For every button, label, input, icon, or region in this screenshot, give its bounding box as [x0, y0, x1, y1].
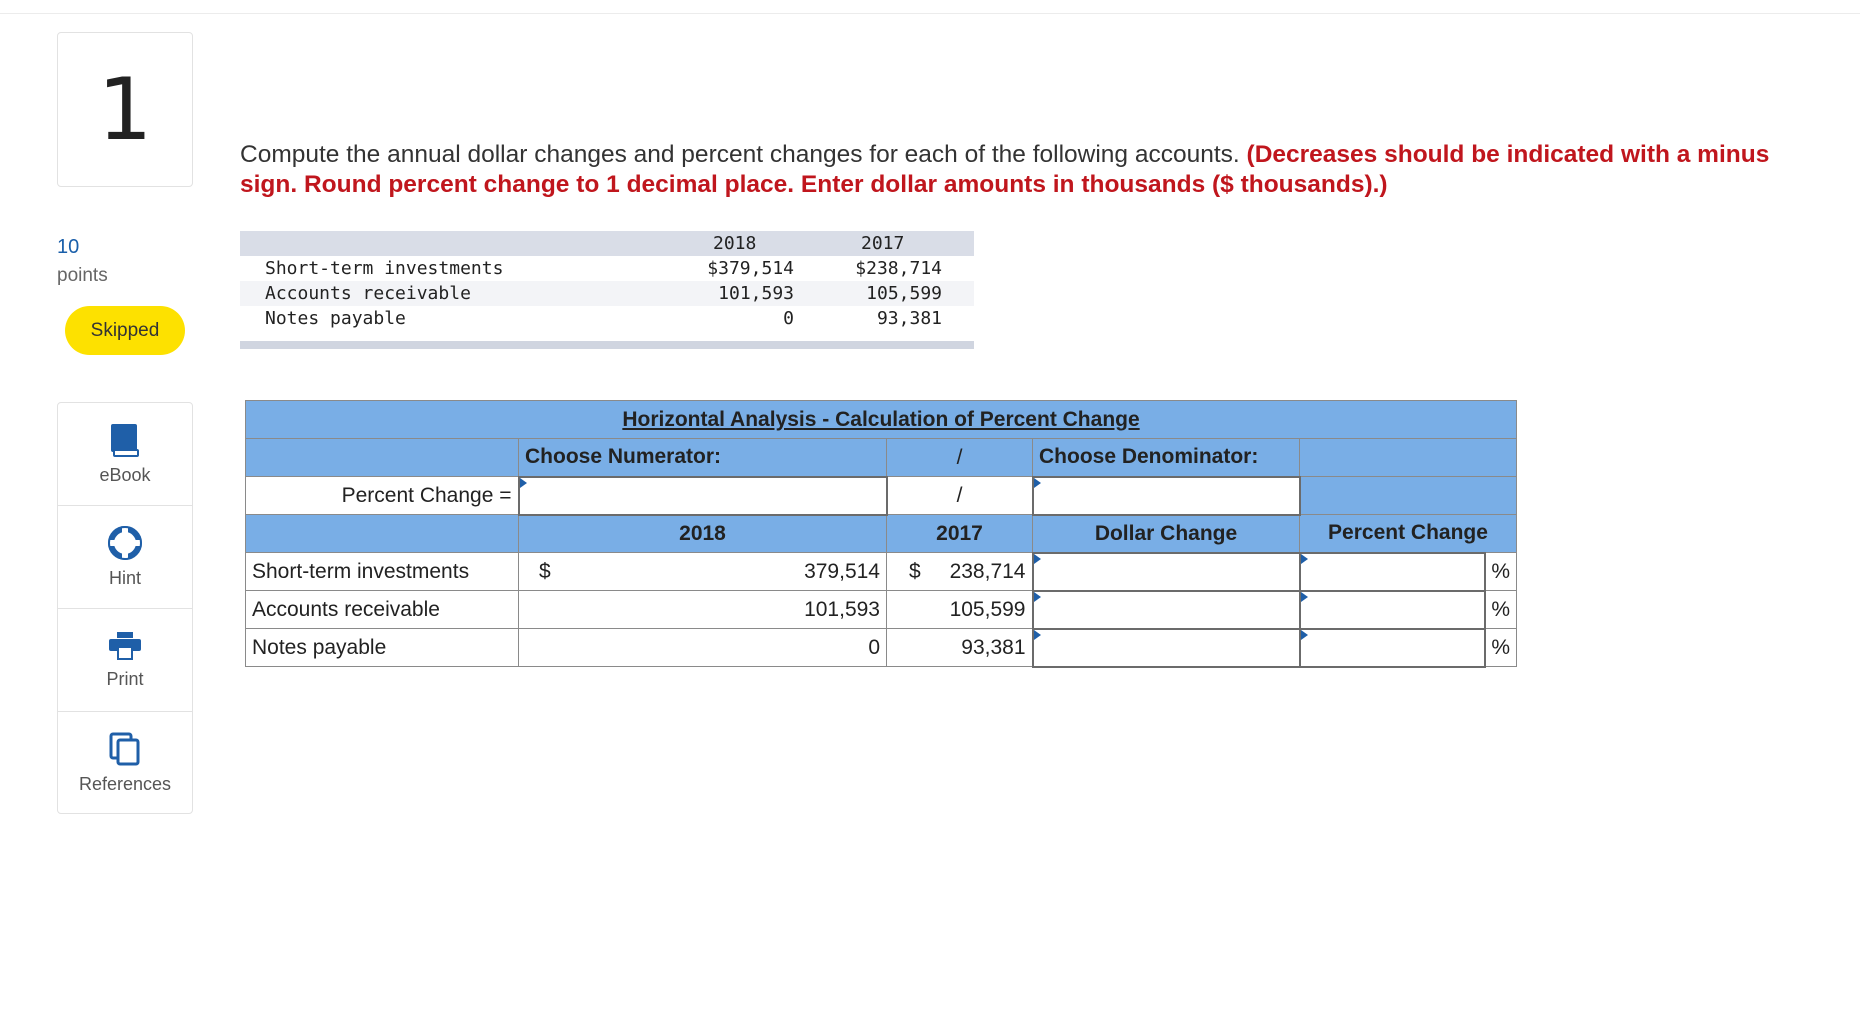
table-row	[246, 591, 1517, 629]
column-header-dollar-change: Dollar Change	[1033, 515, 1300, 553]
input-flag-icon	[1301, 554, 1308, 564]
blank-formula-cell	[1300, 477, 1517, 515]
given-footer-band	[240, 341, 974, 349]
value-2018-cell	[519, 553, 887, 591]
numerator-cell	[519, 477, 887, 515]
question-number: 1	[97, 59, 153, 160]
percent-change-cell	[1300, 629, 1485, 667]
account-name: Accounts receivable	[246, 591, 519, 629]
percent-sign: %	[1485, 591, 1517, 629]
value-2018: 0	[519, 629, 887, 667]
given-value-2017: $238,714	[855, 258, 942, 279]
given-header-2018: 2018	[713, 233, 757, 254]
input-flag-icon	[1301, 592, 1308, 602]
copy-icon	[109, 732, 141, 766]
ebook-button[interactable]	[58, 403, 192, 506]
dollar-change-cell	[1033, 629, 1300, 667]
dollar-change-cell	[1033, 591, 1300, 629]
table-row	[246, 629, 1517, 667]
given-value-2018: 101,593	[718, 283, 794, 304]
dollar-change-input[interactable]	[1034, 630, 1299, 666]
dropdown-flag-icon	[1034, 478, 1041, 488]
percent-sign: %	[1485, 629, 1517, 667]
dollar-change-input[interactable]	[1034, 592, 1299, 628]
input-flag-icon	[1301, 630, 1308, 640]
points-value: 10	[57, 236, 80, 258]
value-2017-cell	[887, 553, 1033, 591]
input-flag-icon	[1034, 592, 1041, 602]
book-icon	[110, 423, 140, 457]
horizontal-analysis-table	[245, 400, 1517, 668]
input-flag-icon	[1034, 554, 1041, 564]
column-header-2017: 2017	[887, 515, 1033, 553]
given-value-2017: 93,381	[876, 308, 942, 329]
instructions-emphasis: (Decreases should be indicated with a minus sign. Round percent change to 1 decimal place. Enter dollar amounts in thousands ($ thousands).)	[240, 141, 1770, 198]
given-value-2018: 0	[783, 308, 794, 329]
table-row	[246, 553, 1517, 591]
denominator-select[interactable]	[1034, 478, 1299, 514]
given-value-2017: 105,599	[866, 283, 942, 304]
percent-change-input[interactable]	[1301, 630, 1484, 666]
status-badge: Skipped	[65, 306, 185, 355]
points-label: points	[57, 265, 108, 286]
top-divider	[0, 13, 1860, 14]
value-2017: 105,599	[887, 591, 1033, 629]
column-header-2018: 2018	[519, 515, 887, 553]
account-name: Short-term investments	[246, 553, 519, 591]
given-data-table	[240, 231, 974, 349]
given-account: Accounts receivable	[265, 283, 471, 304]
blank-header-cell	[1300, 439, 1517, 477]
blank-header-cell	[246, 515, 519, 553]
column-header-percent-change: Percent Change	[1300, 515, 1517, 553]
question-number-card	[57, 32, 193, 187]
division-slash: /	[887, 477, 1033, 515]
given-value-2018: $379,514	[707, 258, 794, 279]
tools-panel	[57, 402, 193, 814]
choose-denominator-label: Choose Denominator:	[1033, 439, 1300, 477]
percent-change-input[interactable]	[1301, 554, 1484, 590]
division-slash: /	[887, 439, 1033, 477]
value-2018: 101,593	[519, 591, 887, 629]
value-2017: 238,714	[949, 559, 1026, 583]
choose-numerator-label: Choose Numerator:	[519, 439, 887, 477]
account-name: Notes payable	[246, 629, 519, 667]
tool-label-ebook: eBook	[99, 464, 151, 485]
currency-symbol: $	[539, 559, 551, 583]
dollar-change-cell	[1033, 553, 1300, 591]
denominator-cell	[1033, 477, 1300, 515]
value-2018: 379,514	[804, 559, 880, 583]
references-button[interactable]	[58, 712, 192, 815]
percent-change-formula-label: Percent Change =	[246, 477, 519, 515]
percent-change-cell	[1300, 591, 1485, 629]
printer-icon	[108, 631, 142, 661]
numerator-select[interactable]	[520, 478, 886, 514]
input-flag-icon	[1034, 630, 1041, 640]
hint-button[interactable]	[58, 506, 192, 609]
blank-header-cell	[246, 439, 519, 477]
percent-sign: %	[1485, 553, 1517, 591]
tool-label-hint: Hint	[108, 567, 141, 588]
print-button[interactable]	[58, 609, 192, 712]
currency-symbol: $	[909, 559, 921, 583]
dropdown-flag-icon	[520, 478, 527, 488]
instructions-text: Compute the annual dollar changes and percent changes for each of the following accounts.	[240, 141, 1240, 168]
percent-change-cell	[1300, 553, 1485, 591]
given-account: Short-term investments	[265, 258, 504, 279]
tool-label-print: Print	[106, 668, 144, 689]
value-2017: 93,381	[887, 629, 1033, 667]
instructions	[240, 140, 1820, 200]
dollar-change-input[interactable]	[1034, 554, 1299, 590]
percent-change-input[interactable]	[1301, 592, 1484, 628]
given-header-2017: 2017	[861, 233, 905, 254]
tool-label-references: References	[78, 774, 172, 794]
given-account: Notes payable	[265, 308, 406, 329]
lifebuoy-icon	[108, 526, 142, 560]
analysis-title: Horizontal Analysis - Calculation of Percent Change	[246, 401, 1517, 439]
